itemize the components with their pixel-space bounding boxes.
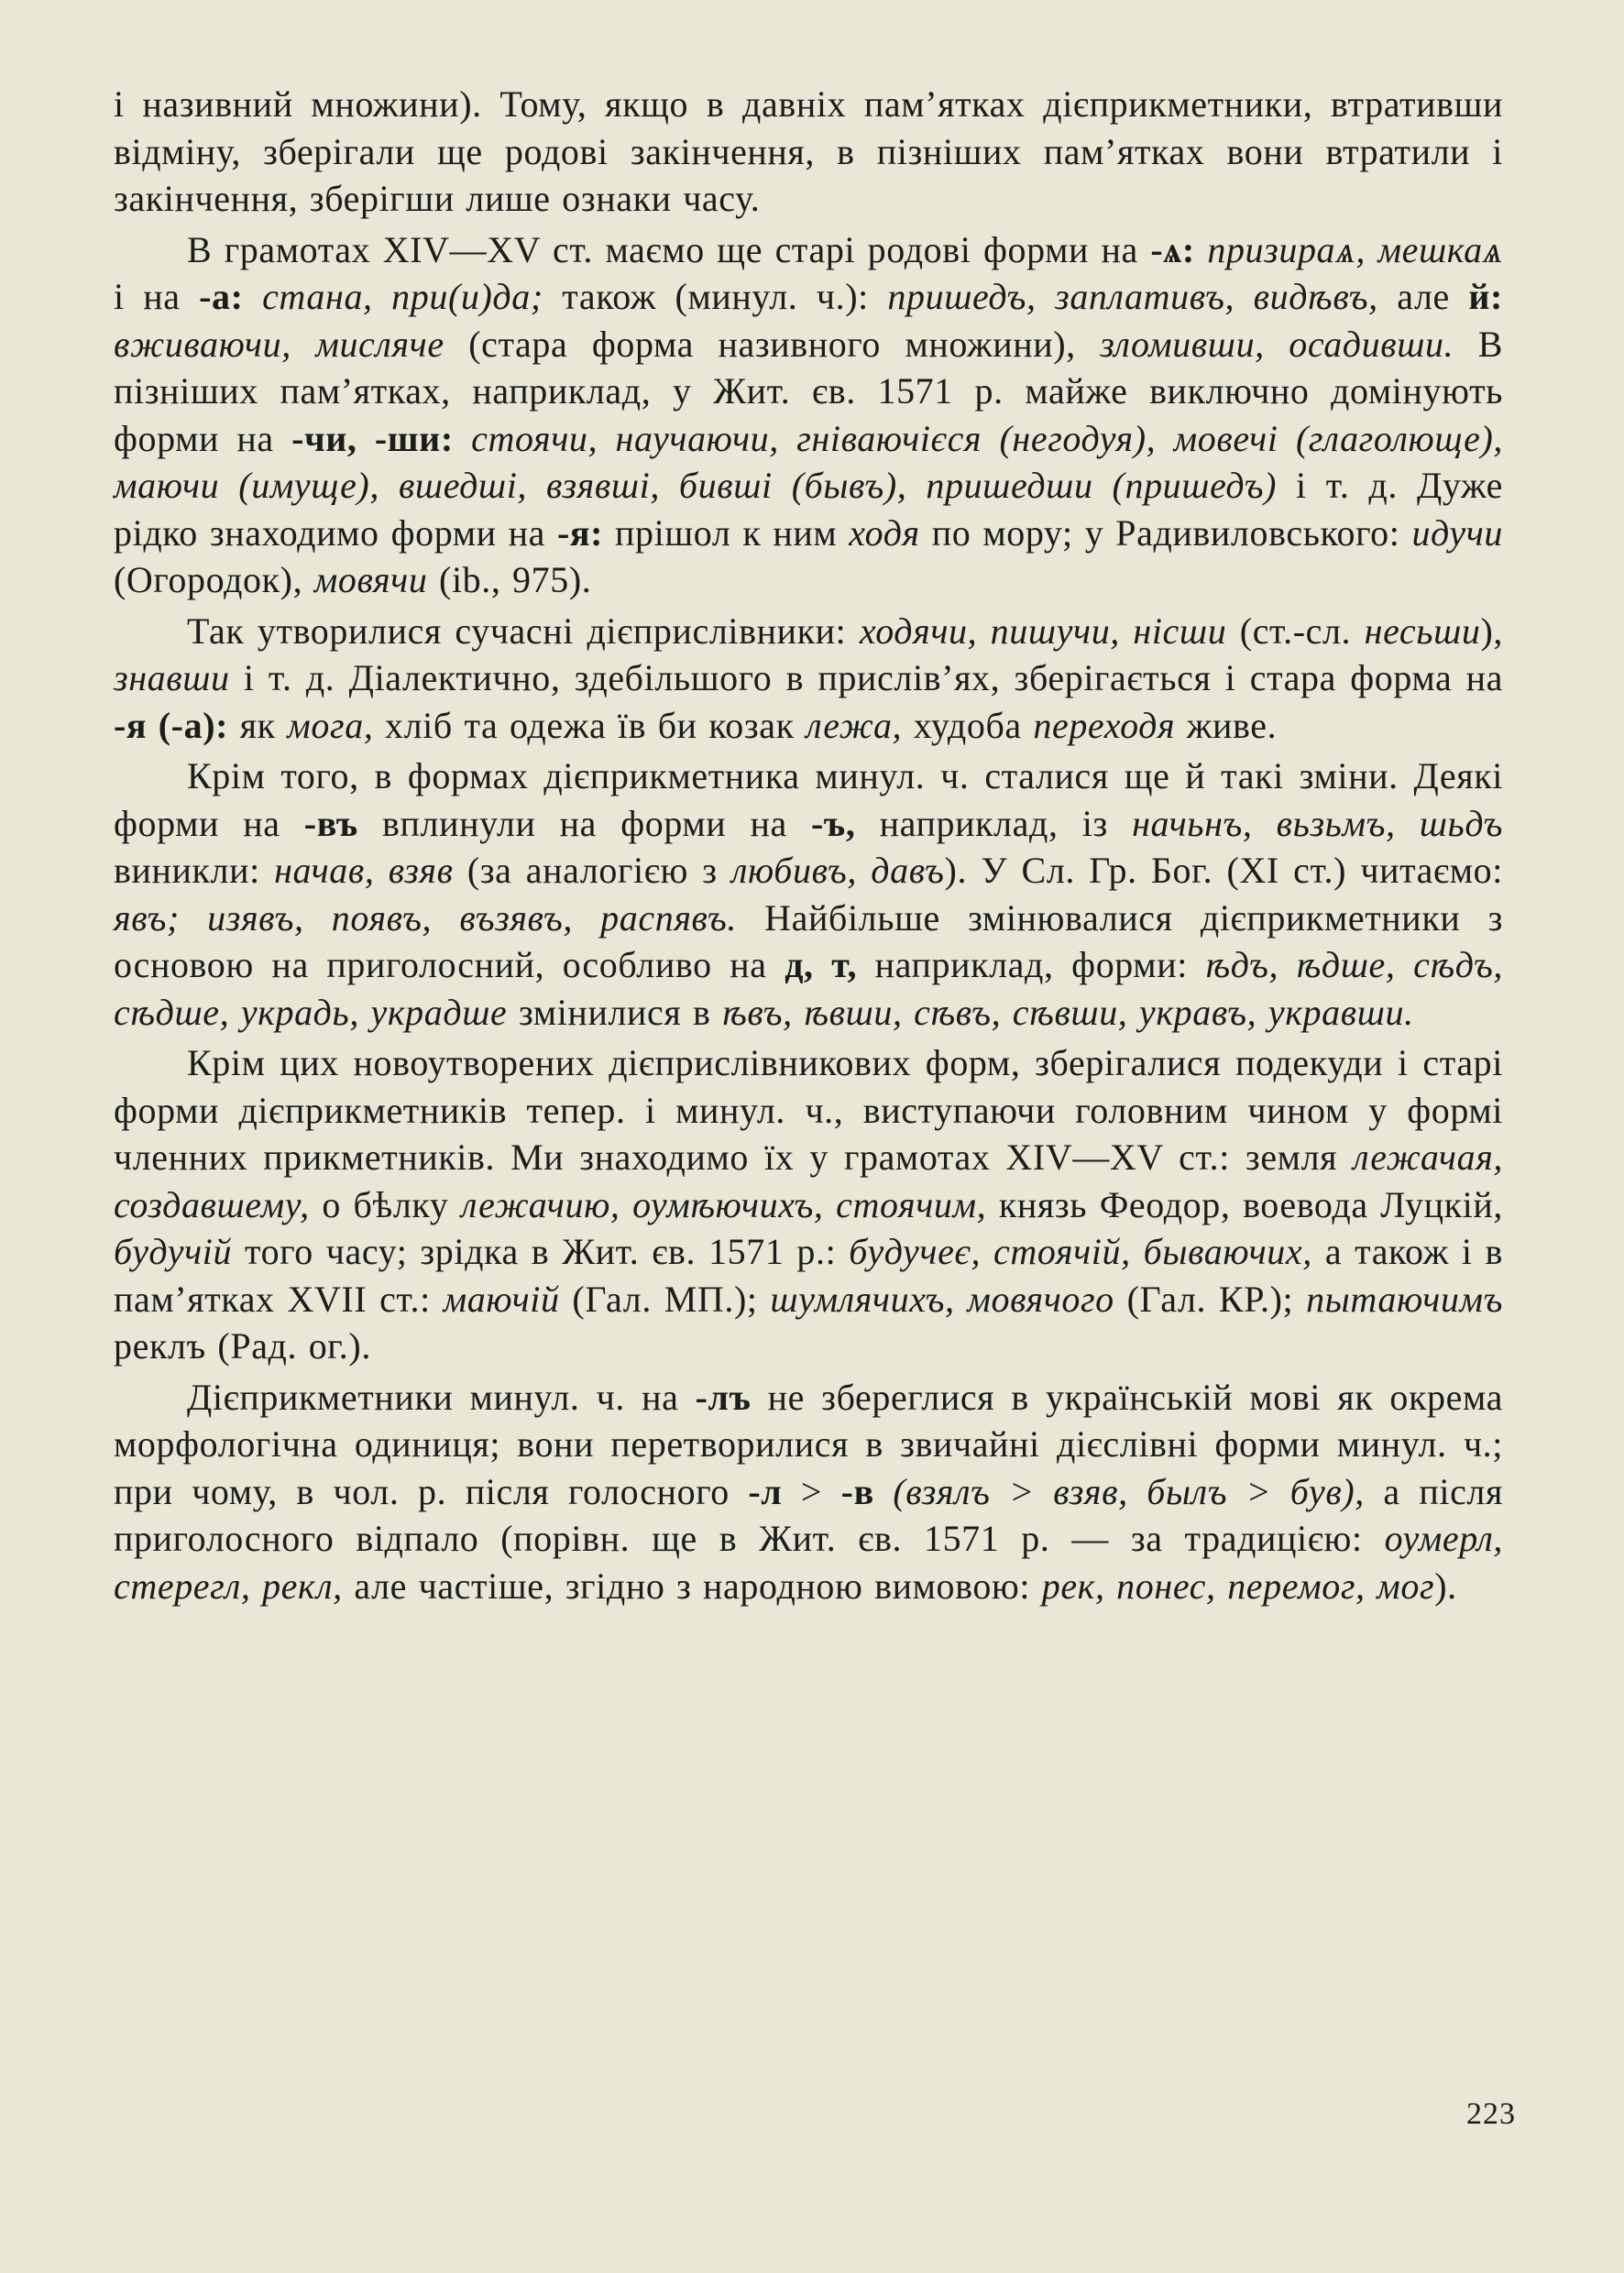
- text-run: князь Феодор, воевода Луцкій,: [986, 1183, 1503, 1225]
- page-number: 223: [1466, 2097, 1516, 2131]
- paragraph: [114, 608, 1503, 750]
- text-run: хліб та одежа їв би козак: [373, 704, 807, 746]
- italic-text: переходя: [1033, 704, 1176, 746]
- italic-text: будучій: [114, 1231, 233, 1272]
- text-body: [114, 81, 1503, 1609]
- italic-text: шумлячихъ, мовячого: [770, 1278, 1114, 1320]
- text-run: наприклад, із: [855, 802, 1133, 844]
- text-run: але частіше, згідно з народною вимовою:: [342, 1565, 1042, 1607]
- italic-text: призираѧ, мешкаѧ: [1207, 228, 1504, 270]
- italic-text: лежачию, оумѣючихъ, стоячим,: [461, 1183, 987, 1225]
- italic-text: ѣдъ, ѣдше, сѣдъ, сѣдше, украдь, украдше: [114, 944, 1503, 1033]
- italic-text: (взялъ > взяв, былъ > був),: [893, 1470, 1365, 1512]
- text-run: вплинули на форми на: [357, 802, 811, 844]
- bold-text: -я (-а):: [114, 704, 229, 746]
- text-run: В грамотах XIV—XV ст. маємо ще старі родові форми на: [187, 228, 1151, 270]
- text-run: (ib., 975).: [427, 559, 592, 600]
- italic-text: любивъ, давъ: [730, 850, 945, 891]
- bold-text: -л: [748, 1470, 783, 1512]
- text-run: [244, 276, 263, 317]
- italic-text: зломивши, осадивши.: [1100, 323, 1454, 365]
- text-run: (Огородок),: [114, 559, 314, 600]
- italic-text: мовячи: [313, 559, 428, 600]
- paragraph: [114, 1374, 1503, 1610]
- italic-text: оумерл, стерегл, рекл,: [114, 1518, 1503, 1607]
- text-run: виникли:: [114, 850, 275, 891]
- italic-text: явъ; изявъ, появъ, възявъ, распявъ.: [114, 896, 737, 939]
- bold-text: й:: [1468, 276, 1503, 317]
- text-run: (ст.-сл.: [1226, 609, 1365, 652]
- text-run: реклъ (Рад. ог.).: [114, 1325, 371, 1367]
- text-run: (Гал. КР.);: [1114, 1278, 1307, 1320]
- text-run: прішол к ним: [603, 511, 850, 554]
- bold-text: -я:: [556, 511, 604, 554]
- italic-text: начав, взяв: [274, 850, 454, 891]
- bold-text: -въ: [303, 802, 358, 844]
- bold-text: -а:: [199, 276, 244, 317]
- italic-text: лежачая, создавшему,: [114, 1136, 1503, 1225]
- text-run: Крім цих новоутворених дієприслівникових форм, зберігалися подекуди і старі форми дієприкметників тепер. і минул. ч., виступаючи головним чином у формі членних прикметників. Ми знаходимо їх у грамотах XIV—XV ст.: земля: [114, 1042, 1503, 1178]
- bold-text: -ъ,: [811, 802, 856, 844]
- text-run: як: [228, 704, 288, 746]
- bold-text: -чи, -ши:: [291, 417, 454, 459]
- paragraph: [114, 1039, 1503, 1370]
- italic-text: вживаючи, мисляче: [114, 323, 444, 365]
- text-run: >: [782, 1470, 841, 1512]
- bold-text: -ѧ:: [1150, 228, 1195, 270]
- paragraph: [114, 81, 1503, 223]
- text-run: живе.: [1175, 704, 1278, 746]
- italic-text: знавши: [114, 657, 230, 698]
- text-run: худоба: [902, 704, 1034, 746]
- italic-text: идучи: [1411, 511, 1503, 554]
- italic-text: ходя: [849, 511, 920, 554]
- italic-text: несьши: [1364, 609, 1481, 652]
- italic-text: мога,: [287, 704, 374, 746]
- text-run: а після приголосного відпало (порівн. ще в Жит. єв. 1571 р. — за традицією:: [114, 1470, 1503, 1559]
- italic-text: начьнъ, вьзьмъ, шьдъ: [1132, 802, 1503, 844]
- text-run: і на: [114, 276, 200, 317]
- text-run: Так утворилися сучасні дієприслівники:: [187, 609, 860, 652]
- italic-text: пытаючимъ: [1306, 1278, 1503, 1320]
- italic-text: будучеє, стоячій, бываючих,: [849, 1231, 1312, 1272]
- bold-text: д, т,: [785, 944, 858, 985]
- text-run: не збереглися в українській мові як окрема морфологічна одиниця; вони перетворилися в звичайні дієслівні форми минул. ч.; при чому, в чол. р. після голосного: [114, 1376, 1504, 1512]
- text-run: також (минул. ч.):: [543, 276, 888, 317]
- italic-text: стана, при(и)да;: [262, 276, 543, 317]
- text-run: ). У Сл. Гр. Бог. (XI ст.) читаємо:: [944, 850, 1503, 891]
- text-run: о бѣлку: [309, 1183, 462, 1225]
- text-run: (стара форма називного множини),: [444, 323, 1101, 365]
- bold-text: -в: [840, 1470, 874, 1512]
- paragraph: [114, 752, 1503, 1036]
- italic-text: ѣвъ, ѣвши, сѣвъ, сѣвши, укравъ, укравши.: [722, 991, 1414, 1033]
- text-run: [1195, 229, 1208, 270]
- italic-text: лежа,: [806, 704, 903, 746]
- text-run: і т. д. Дуже рідко знаходимо форми на: [114, 465, 1504, 554]
- text-run: [874, 1471, 894, 1512]
- italic-text: рек, понес, перемог, мог: [1041, 1565, 1435, 1607]
- text-run: [454, 418, 471, 459]
- italic-text: пришедъ, заплативъ, видѣвъ,: [887, 276, 1378, 317]
- text-run: ).: [1434, 1565, 1457, 1607]
- text-run: (за аналогією з: [453, 850, 731, 891]
- text-run: (Гал. МП.);: [559, 1278, 771, 1320]
- text-run: В пізніших пам’ятках, наприклад, у Жит. єв. 1571 р. майже виключно домінують форми на: [114, 323, 1503, 459]
- text-run: і називний множини). Тому, якщо в давніх пам’ятках дієприкметники, втративши відміну, зберігали ще родові закінчення, в пізніших пам’ятках вони втратили і закінчення, зберігши лише ознаки часу.: [114, 83, 1503, 219]
- text-run: а також і в пам’ятках XVII ст.:: [114, 1231, 1503, 1320]
- italic-text: стоячи, научаючи, гніваючієся (негодуя), мовечі (глаголюще), маючи (имуще), вшедші, взявші, бивші (бывъ), пришедши (пришедъ): [114, 417, 1504, 506]
- italic-text: маючій: [443, 1278, 560, 1320]
- text-run: і т. д. Діалектично, здебільшого в прислів’ях, зберігається і стара форма на: [229, 657, 1503, 698]
- text-run: того часу; зрідка в Жит. єв. 1571 р.:: [232, 1231, 850, 1272]
- paragraph: [114, 226, 1503, 604]
- text-run: Крім того, в формах дієприкметника минул. ч. сталися ще й такі зміни. Деякі форми на: [114, 755, 1503, 844]
- text-run: ),: [1480, 609, 1503, 652]
- text-run: змінилися в: [507, 991, 723, 1033]
- italic-text: ходячи, пишучи, нісши: [859, 609, 1227, 652]
- text-run: наприклад, форми:: [857, 944, 1206, 985]
- text-run: по мору; у Радивиловського:: [919, 511, 1412, 554]
- bold-text: -лъ: [695, 1376, 752, 1418]
- text-run: Найбільше змінювалися дієприкметники з основою на приголосний, особливо на: [114, 896, 1504, 985]
- text-run: Дієприкметники минул. ч. на: [187, 1376, 696, 1418]
- text-run: але: [1377, 276, 1469, 317]
